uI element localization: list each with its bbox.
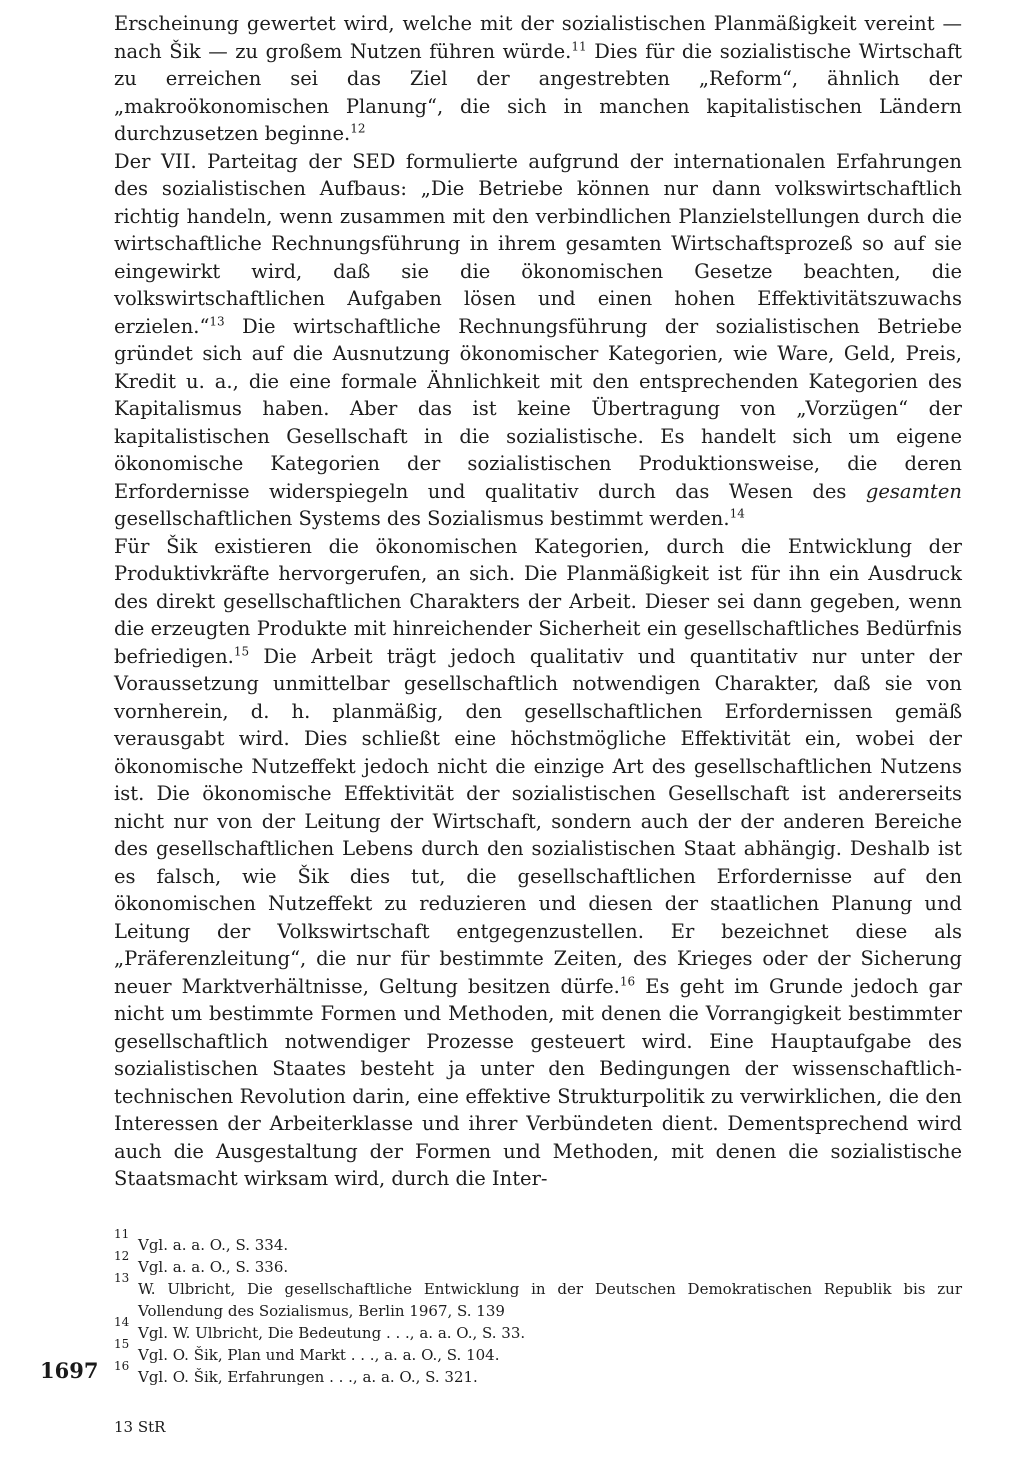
footnote-text: Vgl. O. Šik, Erfahrungen . . ., a. a. O., S. 321. [138, 1368, 478, 1386]
page-number: 1697 [40, 1358, 99, 1383]
footnotes [114, 1227, 962, 1388]
footnote-text: W. Ulbricht, Die gesellschaftliche Entwicklung in der Deutschen Demokratischen Republik bis zur Vollendung des Sozialismus, Berlin 1967, S. 139 [138, 1280, 962, 1320]
footnote: 15 Vgl. O. Šik, Plan und Markt . . ., a. a. O., S. 104. [114, 1337, 500, 1364]
footnote-reference: 16 [619, 974, 636, 988]
footnote-text: Vgl. W. Ulbricht, Die Bedeutung . . ., a. a. O., S. 33. [138, 1324, 526, 1342]
footnote: 14 Vgl. W. Ulbricht, Die Bedeutung . . ., a. a. O., S. 33. [114, 1315, 526, 1342]
paragraph [114, 533, 962, 1193]
footnote-text: Vgl. O. Šik, Plan und Markt . . ., a. a. O., S. 104. [138, 1346, 500, 1364]
paragraph [114, 148, 962, 533]
body-text [114, 10, 962, 1193]
text-run: Für Šik existieren die ökonomischen Kategorien, durch die Entwicklung der Produktivkräfte hervorgerufen, an sich. Die Planmäßigkeit ist für ihn ein Ausdruck des direkt gesellschaftlichen Charakters der Arbeit. Dieser sei dann gegeben, wenn die erzeugten Produkte mit hinreichender Sicherheit ein gesellschaftliches Bedürfnis befriedigen. [114, 534, 962, 668]
footnote: 16 Vgl. O. Šik, Erfahrungen . . ., a. a. O., S. 321. [114, 1359, 478, 1386]
text-run: Erscheinung gewertet wird, welche mit der sozialistischen Planmäßigkeit vereint — nach Šik — zu großem Nutzen führen würde. [114, 12, 962, 63]
footnote-reference: 12 [350, 121, 366, 136]
text-run: Es geht im Grunde jedoch gar nicht um bestimmte Formen und Methoden, mit denen die Vorrangigkeit bestimmter gesellschaftlich notwendiger Prozesse gesteuert wird. Eine Hauptaufgabe des sozialistischen Staates besteht ja unter den Bedingungen der wissenschaftlich-technischen Revolution darin, eine effektive Strukturpolitik zu verwirklichen, die den Interessen der Arbeiterklasse und ihrer Verbündeten dient. Dementsprechend wird auch die Ausgestaltung der Formen und Methoden, mit denen die sozialistische Staatsmacht wirksam wird, durch die Inter- [114, 974, 962, 1190]
footnote: 11 Vgl. a. a. O., S. 334. [114, 1227, 289, 1254]
text-run: gesellschaftlichen Systems des Sozialismus bestimmt werden. [114, 507, 730, 530]
signature-mark: 13 StR [114, 1418, 166, 1436]
text-run: Die Arbeit trägt jedoch qualitativ und quantitativ nur unter der Voraussetzung unmittelbar gesellschaftlich notwendigen Charakter, daß sie von vornherein, d. h. planmäßig, den gesellschaftlichen Erfordernissen gemäß verausgabt wird. Dies schließt eine höchstmögliche Effektivität ein, wobei der ökonomische Nutzeffekt jedoch nicht die einzige Art des gesellschaftlichen Nutzens ist. Die ökonomische Effektivität der sozialistischen Gesellschaft ist andererseits nicht nur von der Leitung der Wirtschaft, sondern auch der der anderen Bereiche des gesellschaftlichen Lebens durch den sozialistischen Staat abhängig. Deshalb ist es falsch, wie Šik dies tut, die gesellschaftlichen Erfordernisse auf den ökonomischen Nutzeffekt zu reduzieren und diesen der staatlichen Planung und Leitung der Volkswirtschaft entgegenzustellen. Er bezeichnet diese als „Präferenzleitung“, die nur für bestimmte Zeiten, des Krieges oder der Sicherung neuer Marktverhältnisse, Geltung besitzen dürfe. [114, 644, 962, 998]
footnote-reference: 11 [571, 39, 587, 53]
text-run: Der VII. Parteitag der SED formulierte aufgrund der internationalen Erfahrungen des sozialistischen Aufbaus: „Die Betriebe können nur dann volkswirtschaftlich richtig handeln, wenn zusammen mit den verbindlichen Planzielstellungen durch die wirtschaftliche Rechnungsführung in ihrem gesamten Wirtschaftsprozeß so auf sie eingewirkt wird, daß sie die ökonomischen Gesetze beachten, die volkswirtschaftlichen Aufgaben lösen und einen hohen Effektivitätszuwachs erzielen.“ [114, 149, 962, 338]
footnote: 13 W. Ulbricht, Die gesellschaftliche Entwicklung in der Deutschen Demokratischen Republik bis zur Vollendung des Sozialismus, Berlin 1967, S. 139 [114, 1271, 962, 1320]
footnote-reference: 13 [209, 314, 225, 328]
footnote: 12 Vgl. a. a. O., S. 336. [114, 1249, 289, 1276]
emphasized-text: gesamten [865, 479, 962, 503]
text-run: Die wirtschaftliche Rechnungsführung der sozialistischen Betriebe gründet sich auf die Ausnutzung ökonomischer Kategorien, wie Ware, Geld, Preis, Kredit u. a., die eine formale Ähnlichkeit mit den entsprechenden Kategorien des Kapitalismus haben. Aber das ist keine Übertragung von „Vorzügen“ der kapitalistischen Gesellschaft in die sozialistische. Es handelt sich um eigene ökonomische Kategorien der sozialistischen Produktionsweise, die deren Erfordernisse widerspiegeln und qualitativ durch das Wesen des [114, 314, 962, 503]
footnote-text: Vgl. a. a. O., S. 336. [138, 1258, 289, 1276]
paragraph [114, 10, 962, 148]
footnote-reference: 14 [729, 506, 745, 521]
footnote-text: Vgl. a. a. O., S. 334. [138, 1236, 289, 1254]
footnote-reference: 15 [233, 644, 250, 658]
text-run: Dies für die sozialistische Wirtschaft zu erreichen sei das Ziel der angestrebten „Reform“, ähnlich der „makroökonomischen Planung“, die sich in manchen kapitalistischen Ländern durchzusetzen beginne. [114, 39, 962, 145]
